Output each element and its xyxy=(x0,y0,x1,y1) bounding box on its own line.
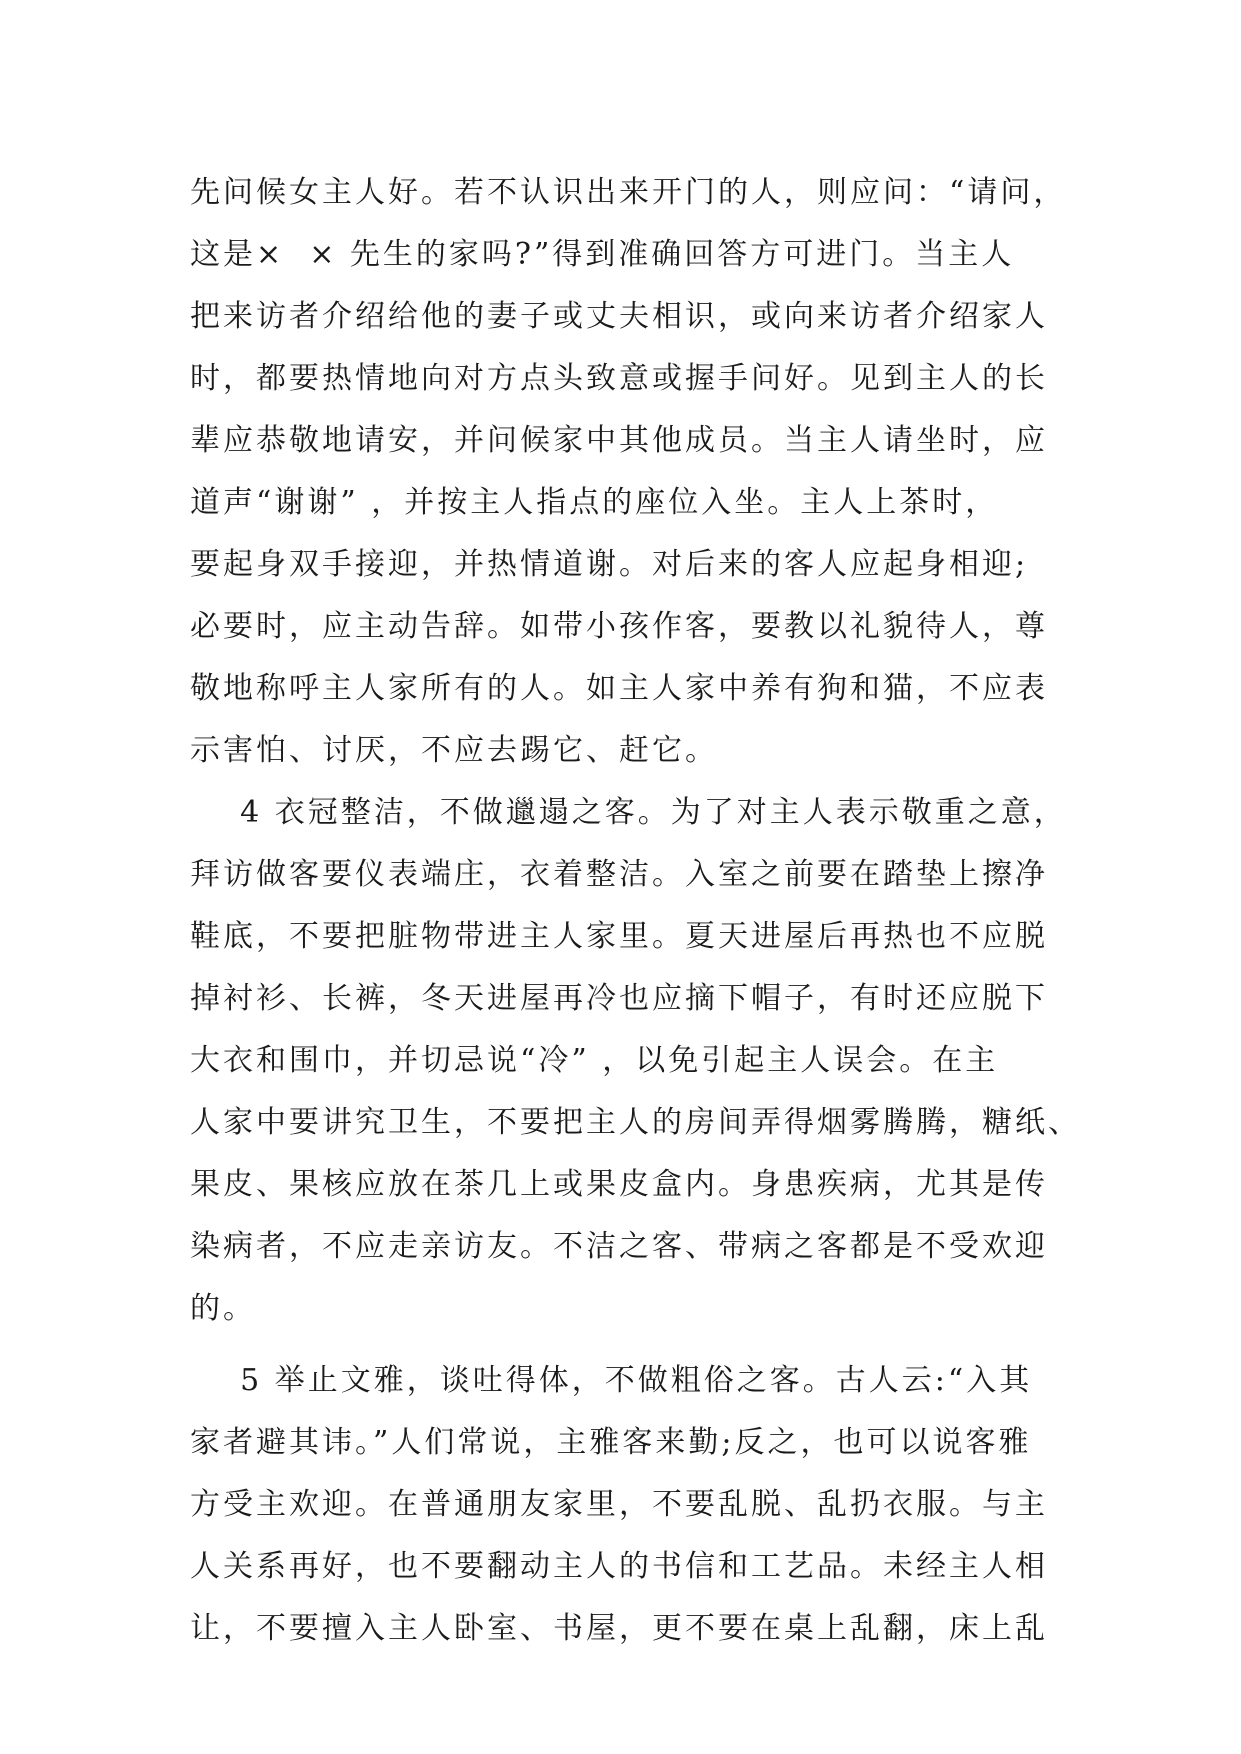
text-line: 掉衬衫、长裤，冬天进屋再冷也应摘下帽子，有时还应脱下 xyxy=(190,981,1048,1016)
text-line: 方受主欢迎。在普通朋友家里，不要乱脱、乱扔衣服。与主 xyxy=(190,1487,1048,1522)
text-line: 示害怕、讨厌，不应去踢它、赶它。 xyxy=(190,733,718,768)
paragraph-2 xyxy=(190,782,1081,1340)
text-line: 4 衣冠整洁，不做邋遢之客。为了对主人表示敬重之意， xyxy=(190,795,1067,830)
text-line: 要起身双手接迎，并热情道谢。对后来的客人应起身相迎; xyxy=(190,547,1029,582)
text-line: 果皮、果核应放在茶几上或果皮盒内。身患疾病，尤其是传 xyxy=(190,1167,1048,1202)
paragraph-spacer xyxy=(190,1340,1070,1350)
text-line: 的。 xyxy=(190,1291,256,1326)
text-line: 道声“谢谢” ，并按主人指点的座位入坐。主人上茶时， xyxy=(190,485,999,520)
text-line: 家者避其讳。”人们常说，主雅客来勤;反之，也可以说客雅 xyxy=(190,1425,1032,1460)
body-text xyxy=(190,162,1081,1660)
text-line: 先问候女主人好。若不认识出来开门的人，则应问：“请问， xyxy=(190,175,1067,210)
text-line: 染病者，不应走亲访友。不洁之客、带病之客都是不受欢迎 xyxy=(190,1229,1048,1264)
text-line: 大衣和围巾，并切忌说“冷” ，以免引起主人误会。在主 xyxy=(190,1043,999,1078)
paragraph-1 xyxy=(190,162,1070,782)
paragraph-3 xyxy=(190,1350,1070,1660)
text-line: 必要时，应主动告辞。如带小孩作客，要教以礼貌待人，尊 xyxy=(190,609,1048,644)
text-line: 鞋底，不要把脏物带进主人家里。夏天进屋后再热也不应脱 xyxy=(190,919,1048,954)
text-line: 时，都要热情地向对方点头致意或握手问好。见到主人的长 xyxy=(190,361,1048,396)
text-line: 辈应恭敬地请安，并问候家中其他成员。当主人请坐时，应 xyxy=(190,423,1048,458)
text-line: 5 举止文雅，谈吐得体，不做粗俗之客。古人云:“入其 xyxy=(190,1363,1033,1398)
text-line: 人家中要讲究卫生，不要把主人的房间弄得烟雾腾腾，糖纸、 xyxy=(190,1105,1081,1140)
text-line: 这是× × 先生的家吗?”得到准确回答方可进门。当主人 xyxy=(190,237,1015,272)
text-line: 拜访做客要仪表端庄，衣着整洁。入室之前要在踏垫上擦净 xyxy=(190,857,1048,892)
text-line: 人关系再好，也不要翻动主人的书信和工艺品。未经主人相 xyxy=(190,1549,1048,1584)
text-line: 让，不要擅入主人卧室、书屋，更不要在桌上乱翻，床上乱 xyxy=(190,1611,1048,1646)
text-line: 把来访者介绍给他的妻子或丈夫相识，或向来访者介绍家人 xyxy=(190,299,1048,334)
text-line: 敬地称呼主人家所有的人。如主人家中养有狗和猫，不应表 xyxy=(190,671,1048,706)
